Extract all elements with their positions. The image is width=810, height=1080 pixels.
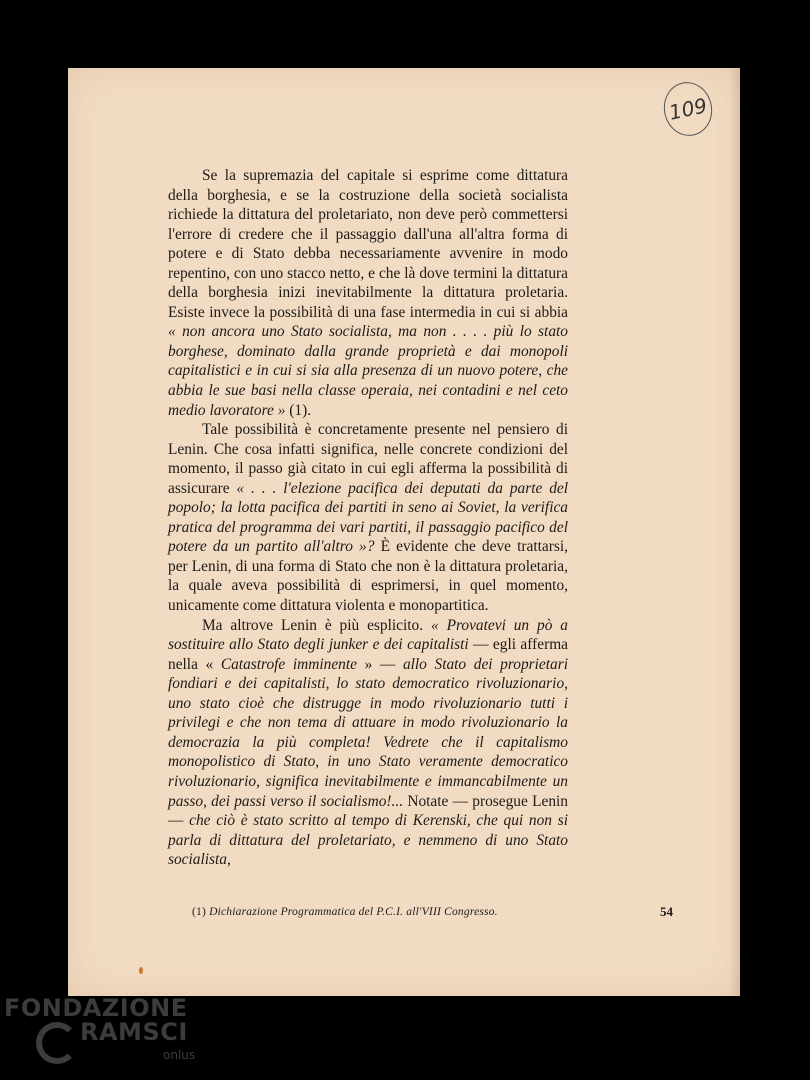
text-run: Notate — prosegue Lenin — [168,792,569,830]
italic-quote: « . . . l'elezione pacifica dei deputati da parte del popolo; la lotta pacifica dei partiti in seno ai Soviet, la verifica pratica del programma dei vari partiti, il passaggio pacifico del potere da un partito all'altro »? [168,479,568,556]
footnote-marker: (1) [192,906,207,918]
text-run: È evidente che deve trattarsi, per Lenin, di una forma di Stato che non è la dittatura proletaria, la quale aveva possibilità di esprimersi, in quel momento, unicamente come dittatura violenta e monopartitica. [168,538,568,615]
text-run: Tale possibilità è concretamente presente nel pensiero di Lenin. Che cosa infatti significa, nelle concrete condizioni del momento, il passo già citato in cui egli afferma la possibilità di assicurare [168,421,568,497]
fondazione-gramsci-logo [0,992,230,1080]
text-run: Se la supremazia del capitale si esprime come dittatura della borghesia, e se la costruzione della società socialista richiede la dittatura del proletariato, non deve però commettersi l'errore di credere che il passaggio dall'una all'altra forma di potere e di Stato debba necessariamente avvenire in modo repentino, con uno stacco netto, e che là dove termini la dittatura della borghesia inizi inevitabilmente la dittatura proletaria. Esiste invece la possibilità di una fase intermedia in cui si abbia [168,167,568,321]
italic-quote: Catastrofe imminente [220,655,357,673]
footnote-text: Dichiarazione Programmatica del P.C.I. all'VIII Congresso. [209,906,498,918]
logo-line-1: FONDAZIONE [4,994,188,1022]
text-run: (1). [285,401,312,419]
paragraph [168,420,568,615]
italic-quote: che ciò è stato scritto al tempo di Kerenski, che qui non si parla di dittatura del proletariato, e nemmeno di uno Stato socialista, [168,812,568,869]
text-run: » — [357,655,403,673]
paragraph [168,616,568,870]
italic-quote: « Provatevi un pò a sostituire allo Stato degli junker e dei capitalisti [168,616,568,654]
footnote [192,906,498,918]
page-number: 54 [660,904,673,919]
italic-quote: allo Stato dei proprietari fondiari e dei capitalisti, lo stato democratico rivoluzionario, uno stato cioè che distrugge in modo rivoluzionario tutti i privilegi e che non tema di attuare in modo rivoluzionario la democrazia la più completa! Vedrete che il capitalismo monopolistico di Stato, in uno Stato veramente democratico rivoluzionario, significa inevitabilmente e immancabilmente un passo, dei passi verso il socialismo!... [168,655,568,810]
archive-number-stamp: 109 [659,78,717,141]
italic-quote: « non ancora uno Stato socialista, ma non . . . . più lo stato borghese, dominato dalla grande proprietà e dai monopoli capitalistici e in cui si sia alla presenza di un nuovo potere, che abbia le sue basi nella classe operaia, nei contadini e nel ceto medio lavoratore » [168,323,568,419]
logo-line-2: RAMSCI [80,1018,188,1046]
text-run: — egli afferma nella « [168,636,568,673]
logo-g-ring-icon [36,1022,78,1064]
logo-line-3: onlus [163,1048,196,1062]
body-text [168,166,568,870]
text-run: Ma altrove Lenin è più esplicito. [202,616,431,634]
paragraph [168,166,568,420]
paper-stain [139,967,143,974]
